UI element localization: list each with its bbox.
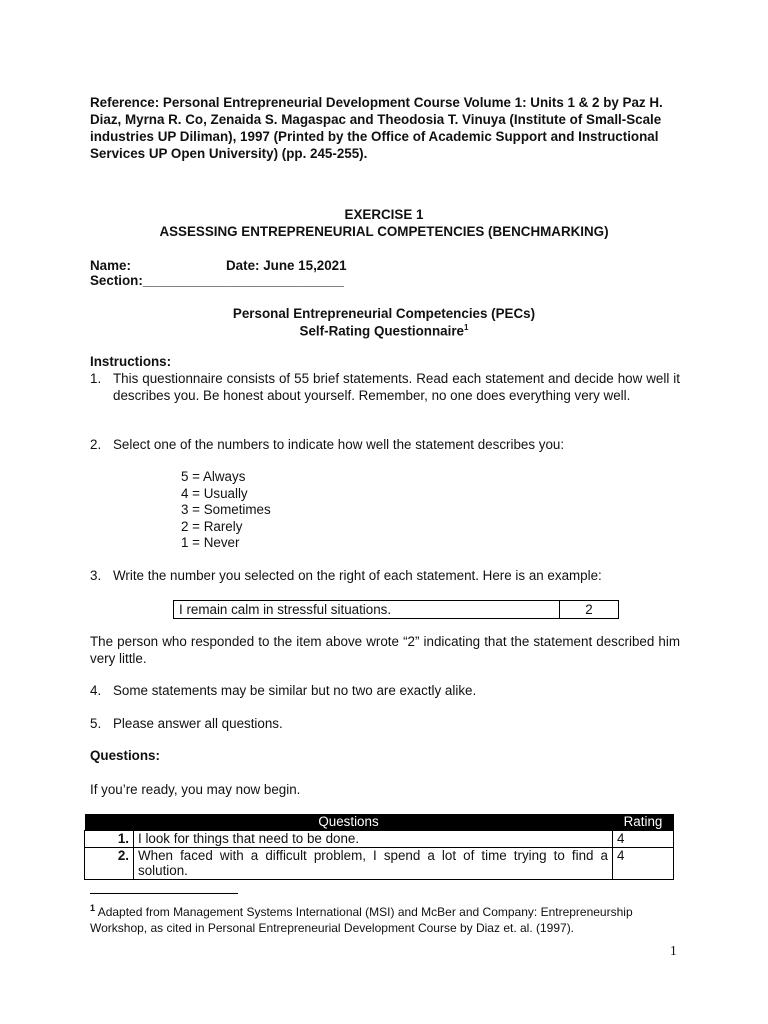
instruction-item-5: 5. Please answer all questions. — [90, 716, 283, 731]
question-number: 1. — [85, 831, 134, 848]
question-number: 2. — [85, 847, 134, 879]
example-statement: I remain calm in stressful situations. — [174, 601, 560, 619]
questionnaire-title: Personal Entrepreneurial Competencies (PECs) — [232, 306, 536, 321]
scale-item: 5 = Always — [181, 469, 246, 484]
rating-column-header: Rating — [613, 814, 674, 831]
scale-item: 4 = Usually — [181, 485, 248, 501]
questions-heading: Questions: — [90, 748, 160, 763]
footnote-ref: 1 — [463, 323, 469, 332]
table-row — [85, 831, 674, 848]
instruction-item-3: 3. Write the number you selected on the right of each statement. Here is an example: — [90, 568, 602, 583]
example-table — [173, 600, 619, 619]
footnote-text: Adapted from Management Systems International (MSI) and McBer and Company: Entrepreneurship Workshop, as cited in Personal Entrepreneurial Development Course by Diaz et. al. (1997). — [90, 905, 633, 935]
rating-scale — [181, 469, 271, 552]
question-text: When faced with a difficult problem, I spend a lot of time trying to find a solution. — [134, 847, 613, 879]
exercise-subtitle: ASSESSING ENTREPRENEURIAL COMPETENCIES (BENCHMARKING) — [159, 224, 609, 239]
question-rating[interactable]: 4 — [613, 847, 674, 879]
instruction-item-1: 1. This questionnaire consists of 55 brief statements. Read each statement and decide how well it describes you. Be honest about yourself. Remember, no one does everything very well. — [90, 371, 680, 403]
section-label: Section:___________________________ — [90, 273, 344, 288]
example-explanation: The person who responded to the item above wrote “2” indicating that the statement described him very little. — [90, 634, 680, 666]
question-text: I look for things that need to be done. — [134, 831, 613, 848]
name-label: Name: — [90, 258, 131, 273]
footnote-mark: 1 — [90, 903, 96, 913]
reference-text: Reference: Personal Entrepreneurial Development Course Volume 1: Units 1 & 2 by Paz H. Diaz, Myrna R. Co, Zenaida S. Magaspac and Theodosia T. Vinuya (Institute of Small-Scale industries UP Diliman), 1997 (Printed by the Office of Academic Support and Instructional Services UP Open University) (pp. 245-255). — [90, 95, 663, 161]
begin-text: If you’re ready, you may now begin. — [90, 782, 301, 797]
instructions-heading: Instructions: — [90, 354, 172, 369]
instruction-item-4: 4. Some statements may be similar but no two are exactly alike. — [90, 683, 477, 698]
footnote-divider — [90, 893, 238, 894]
example-rating: 2 — [560, 601, 619, 619]
footnote — [90, 900, 680, 936]
exercise-title: EXERCISE 1 — [344, 207, 424, 222]
table-header-row — [85, 814, 674, 831]
instruction-item-2: 2. Select one of the numbers to indicate how well the statement describes you: — [90, 437, 565, 452]
scale-item: 1 = Never — [181, 535, 240, 550]
questionnaire-subtitle: Self-Rating Questionnaire$^1$ — [299, 323, 469, 339]
question-rating[interactable]: 4 — [613, 831, 674, 848]
questions-column-header: Questions — [85, 814, 613, 831]
example-row — [174, 601, 619, 619]
page-number: 1 — [670, 943, 677, 958]
scale-item: 3 = Sometimes — [181, 502, 271, 517]
table-row — [85, 847, 674, 879]
date-label: Date: June 15,2021 — [226, 258, 347, 273]
questions-table — [84, 814, 674, 880]
scale-item: 2 = Rarely — [181, 518, 243, 534]
